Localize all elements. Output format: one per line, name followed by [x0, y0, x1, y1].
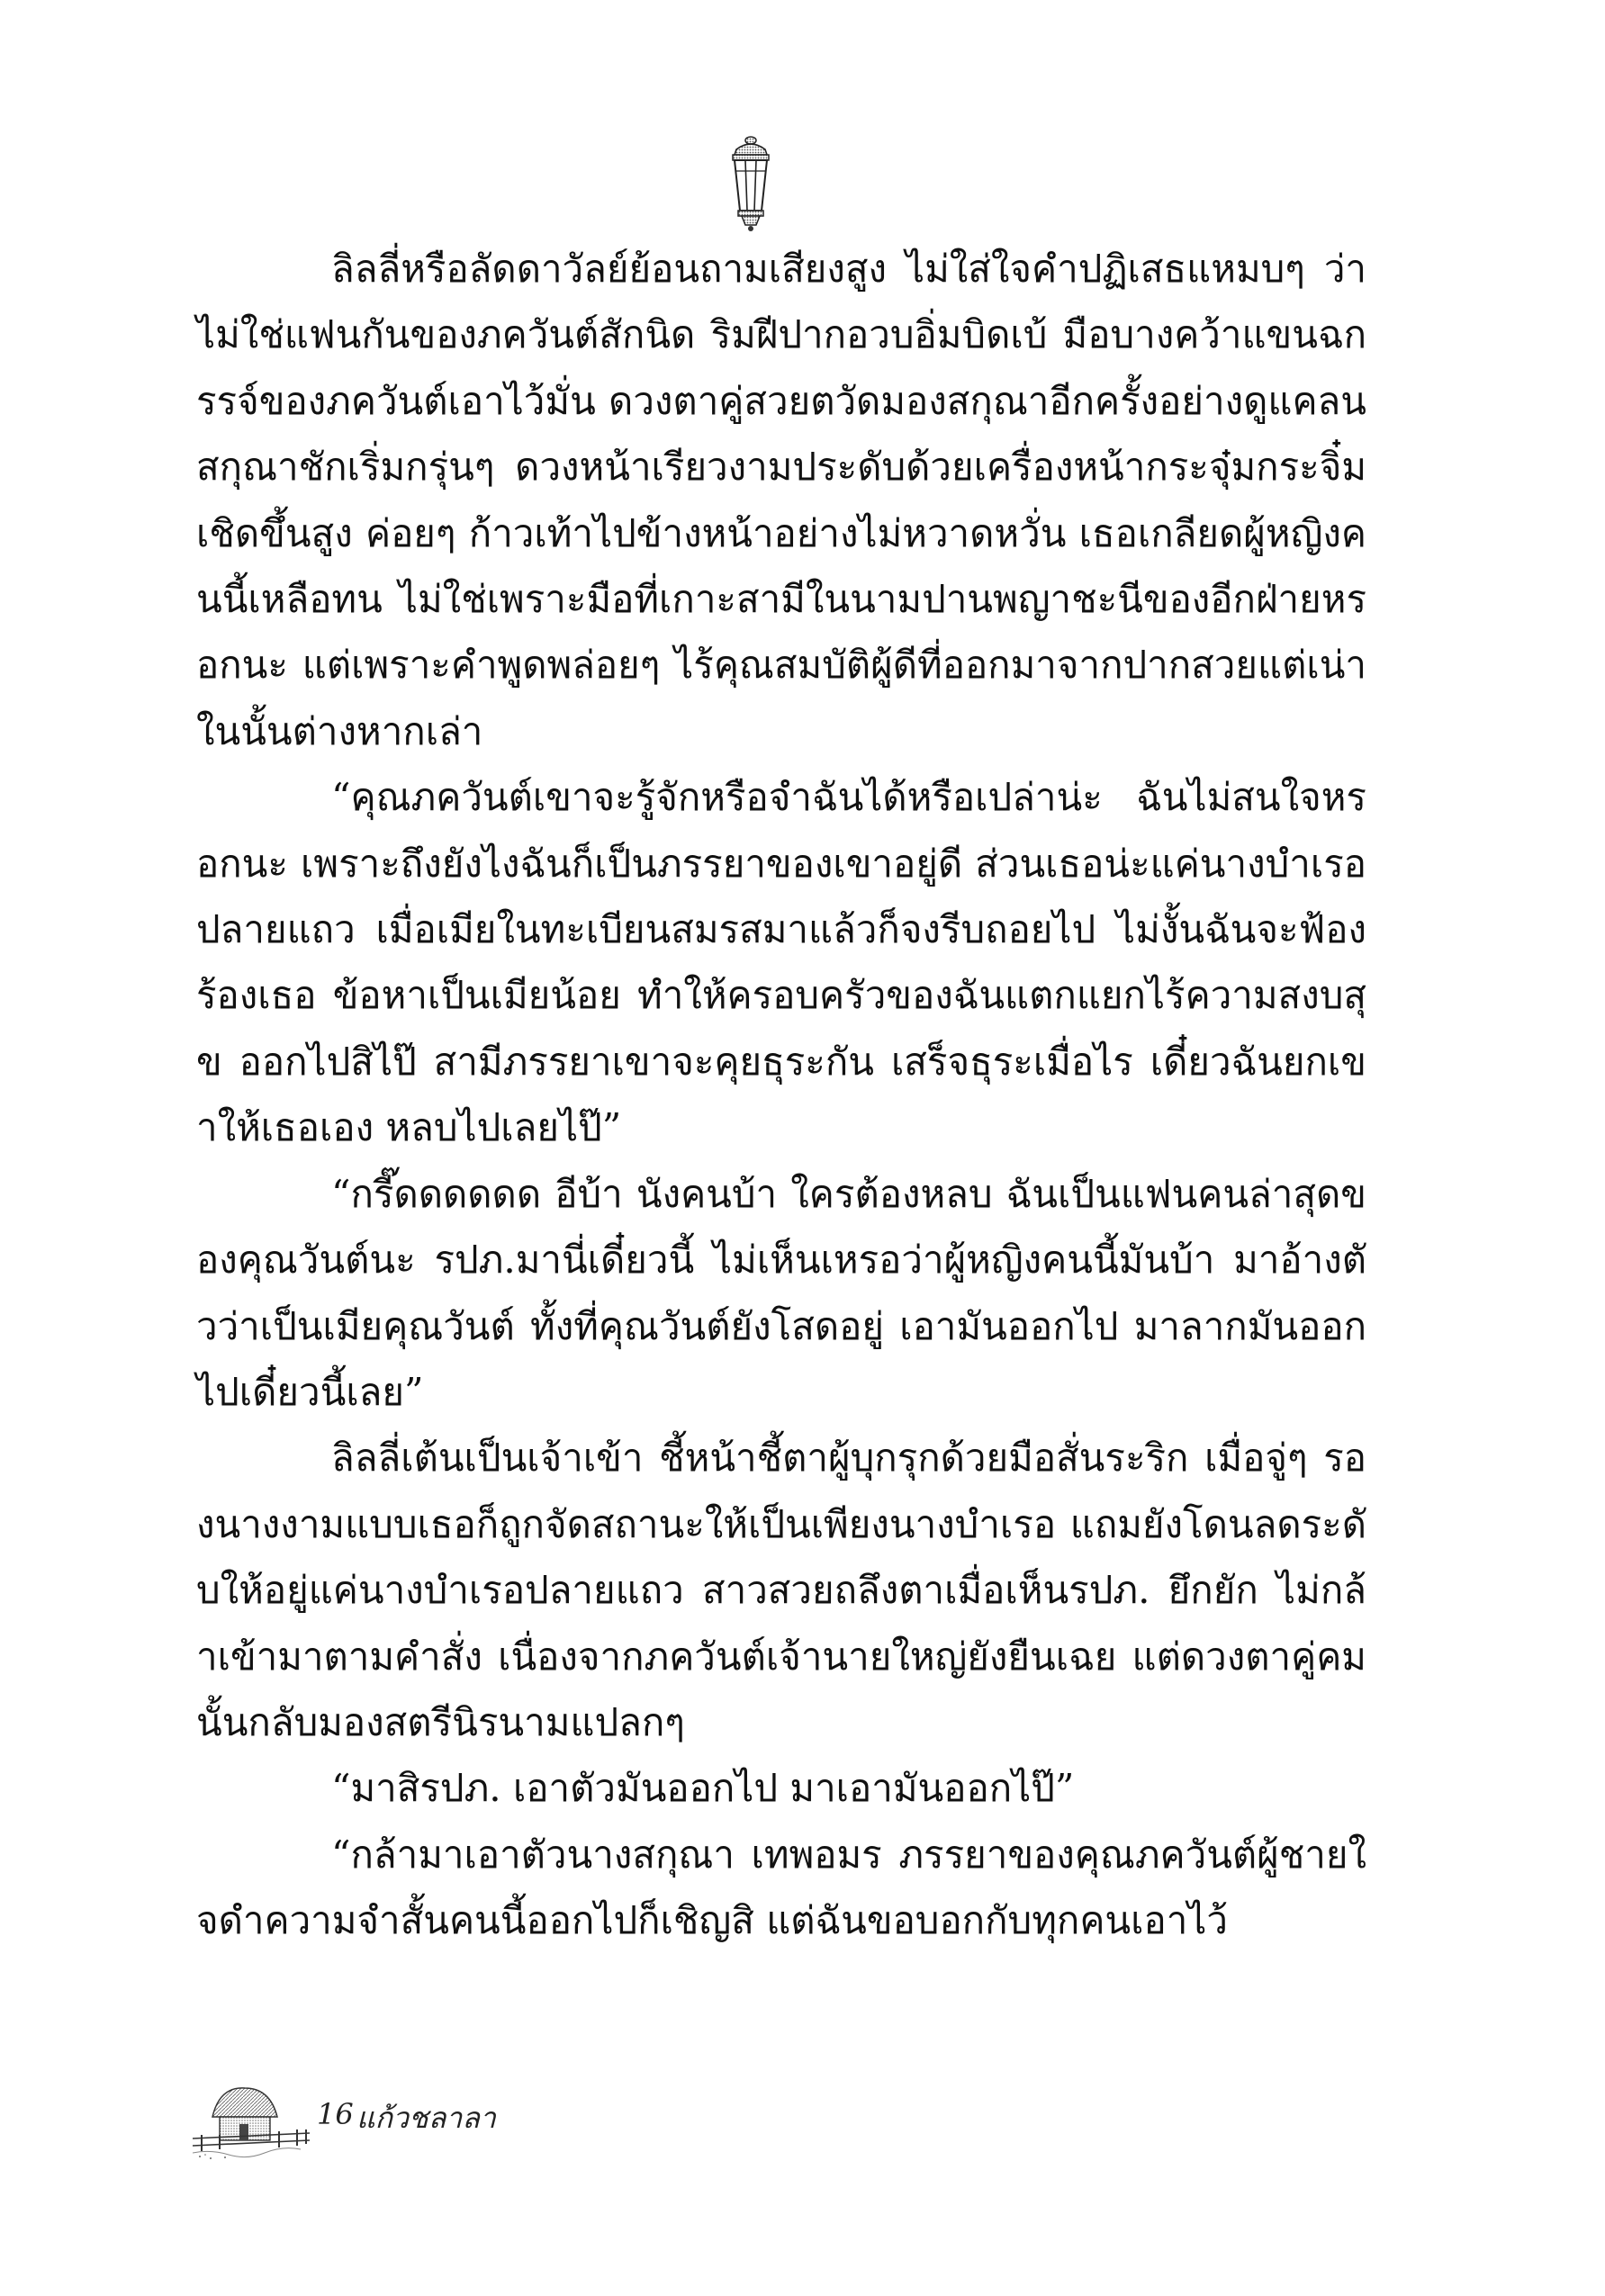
- body-text: [196, 236, 1366, 1954]
- page-number: 16: [317, 2097, 354, 2131]
- lantern-ornament-icon: [727, 135, 774, 232]
- paragraph: “กล้ามาเอาตัวนางสกุณา เทพอมร ภรรยาของคุณภควันต์ผู้ชายใจดำความจำสั้นคนนี้ออกไปก็เชิญสิ แต่ฉันขอบอกกับทุกคนเอาไว้: [196, 1832, 1366, 1943]
- paragraph: “กรี๊ดดดดดด อีบ้า นังคนบ้า ใครต้องหลบ ฉันเป็นแฟนคนล่าสุดของคุณวันต์นะ รปภ.มานี่เดี๋ยวนี้ ไม่เห็นเหรอว่าผู้หญิงคนนี้มันบ้า มาอ้างตัวว่าเป็นเมียคุณวันต์ ทั้งที่คุณวันต์ยังโสดอยู่ เอามันออกไป มาลากมันออกไปเดี๋ยวนี้เลย”: [196, 1171, 1366, 1414]
- cottage-illustration-icon: [193, 2079, 310, 2160]
- book-title: แก้วชลาลา: [356, 2101, 496, 2135]
- page-footer: [193, 2079, 643, 2160]
- paragraph: “คุณภควันต์เขาจะรู้จักหรือจำฉันได้หรือเปล่าน่ะ ฉันไม่สนใจหรอกนะ เพราะถึงยังไงฉันก็เป็นภรรยาของเขาอยู่ดี ส่วนเธอน่ะแค่นางบำเรอปลายแถว เมื่อเมียในทะเบียนสมรสมาแล้วก็จงรีบถอยไป ไม่งั้นฉันจะฟ้องร้องเธอ ข้อหาเป็นเมียน้อย ทำให้ครอบครัวของฉันแตกแยกไร้ความสงบสุข ออกไปสิไป๊ สามีภรรยาเขาจะคุยธุระกัน เสร็จธุระเมื่อไร เดี๋ยวฉันยกเขาให้เธอเอง หลบไปเลยไป๊”: [196, 775, 1366, 1150]
- paragraph: ลิลลี่หรือลัดดาวัลย์ย้อนถามเสียงสูง ไม่ใส่ใจคำปฏิเสธแหมบๆ ว่าไม่ใช่แฟนกันของภควันต์สักนิด ริมฝีปากอวบอิ่มบิดเบ้ มือบางคว้าแขนฉกรรจ์ของภควันต์เอาไว้มั่น ดวงตาคู่สวยตวัดมองสกุณาอีกครั้งอย่างดูแคลน สกุณาชักเริ่มกรุ่นๆ ดวงหน้าเรียวงามประดับด้วยเครื่องหน้ากระจุ๋มกระจิ๋มเชิดขึ้นสูง ค่อยๆ ก้าวเท้าไปข้างหน้าอย่างไม่หวาดหวั่น เธอเกลียดผู้หญิงคนนี้เหลือทน ไม่ใช่เพราะมือที่เกาะสามีในนามปานพญาชะนีของอีกฝ่ายหรอกนะ แต่เพราะคำพูดพล่อยๆ ไร้คุณสมบัติผู้ดีที่ออกมาจากปากสวยแต่เน่าในนั้นต่างหากเล่า: [196, 247, 1366, 753]
- paragraph: “มาสิรปภ. เอาตัวมันออกไป มาเอามันออกไป๊”: [331, 1766, 1075, 1811]
- paragraph: ลิลลี่เต้นเป็นเจ้าเข้า ชี้หน้าชี้ตาผู้บุกรุกด้วยมือสั่นระริก เมื่อจู่ๆ รองนางงามแบบเธอก็ถูกจัดสถานะให้เป็นเพียงนางบำเรอ แถมยังโดนลดระดับให้อยู่แค่นางบำเรอปลายแถว สาวสวยถลึงตาเมื่อเห็นรปภ. ยึกยัก ไม่กล้าเข้ามาตามคำสั่ง เนื่องจากภควันต์เจ้านายใหญ่ยังยืนเฉย แต่ดวงตาคู่คมนั้นกลับมองสตรีนิรนามแปลกๆ: [196, 1436, 1366, 1744]
